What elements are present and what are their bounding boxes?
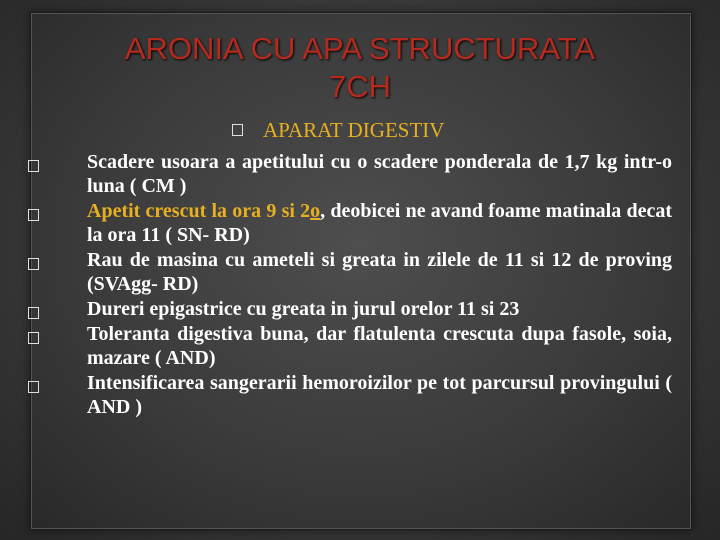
title-line-1: ARONIA CU APA STRUCTURATA	[124, 31, 596, 66]
list-item	[24, 322, 672, 370]
section-heading-text: APARAT DIGESTIV	[263, 118, 445, 142]
list-item-text: , deobicei ne avand foame matinala decat la ora 11 ( SN- RD)	[87, 200, 672, 246]
square-bullet-icon	[28, 307, 39, 319]
list-item	[24, 248, 672, 296]
square-bullet-icon	[28, 160, 39, 172]
list-item-text: Toleranta digestiva buna, dar flatulenta crescuta dupa fasole, soia, mazare ( AND)	[87, 323, 672, 369]
list-item	[24, 371, 672, 419]
list-item	[24, 199, 672, 247]
list-item	[24, 297, 672, 321]
square-bullet-icon	[28, 258, 39, 270]
square-bullet-icon	[232, 124, 243, 136]
list-item-text: Scadere usoara a apetitului cu o scadere ponderala de 1,7 kg intr-o luna ( CM )	[87, 151, 672, 197]
square-bullet-icon	[28, 332, 39, 344]
list-item-text: Rau de masina cu ameteli si greata in zilele de 11 si 12 de proving (SVAgg- RD)	[87, 249, 672, 295]
list-item-text: Intensificarea sangerarii hemoroizilor pe tot parcursul provingului ( AND )	[87, 372, 672, 418]
slide-title	[40, 30, 680, 106]
title-line-2: 7CH	[328, 69, 391, 104]
list-item-text: Dureri epigastrice cu greata in jurul orelor 11 si 23	[87, 298, 520, 320]
highlighted-text: Apetit crescut la ora 9 si 2	[87, 200, 311, 222]
list-item	[24, 150, 672, 198]
square-bullet-icon	[28, 381, 39, 393]
bullet-list	[24, 150, 672, 420]
square-bullet-icon	[28, 209, 39, 221]
section-heading	[232, 118, 444, 142]
highlighted-underlined-text: o	[310, 200, 321, 222]
